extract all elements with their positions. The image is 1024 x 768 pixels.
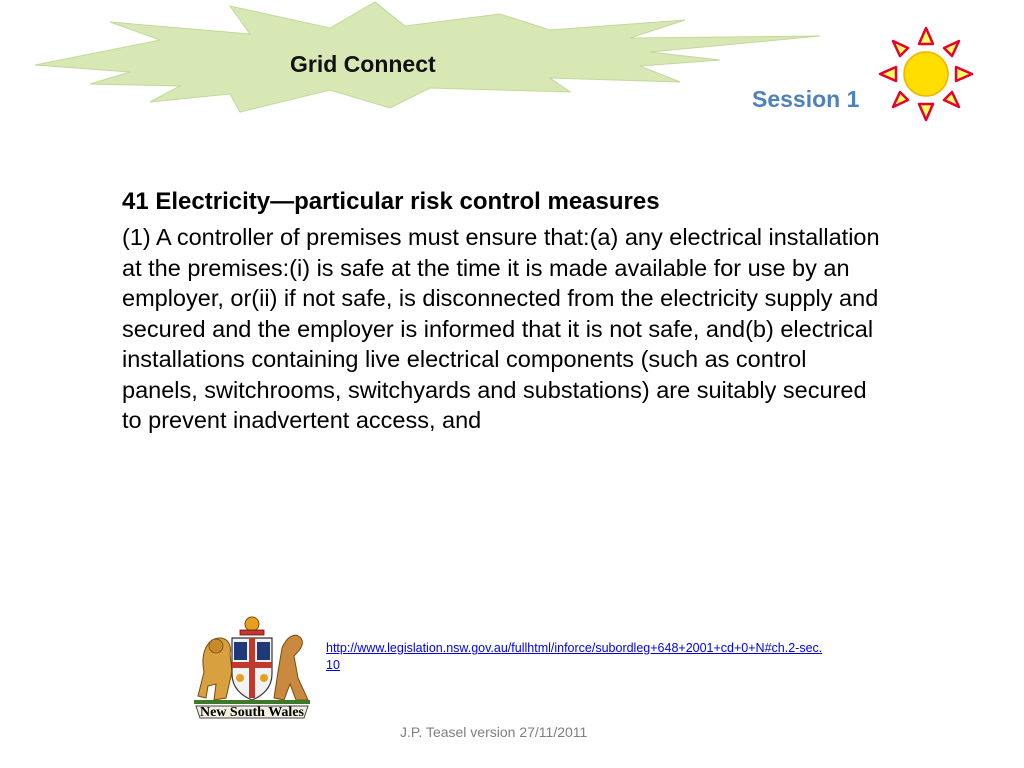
regulation-text: (1) A controller of premises must ensure that:(a) any electrical installation at the premises:(i) is safe at the time it is made available for use by an employer, or(ii) if not safe, is disconnected from the electricity supply and secured and the employer is informed that it is not safe, and(b) electrical installations containing live electrical components (such as control panels, switchrooms, switchyards and substations) are suitably secured to prevent inadvertent access, and (122, 224, 880, 433)
sun-icon (878, 26, 974, 122)
footer-version: J.P. Teasel version 27/11/2011 (400, 724, 588, 740)
crest-caption: New South Wales (200, 705, 304, 720)
session-label: Session 1 (752, 86, 860, 112)
section-heading: 41 Electricity—particular risk control measures (122, 188, 660, 215)
legislation-link[interactable]: http://www.legislation.nsw.gov.au/fullhtml/inforce/subordleg+648+2001+cd+0+N#ch.2-sec.10 (326, 641, 823, 672)
banner-title: Grid Connect (290, 51, 436, 77)
